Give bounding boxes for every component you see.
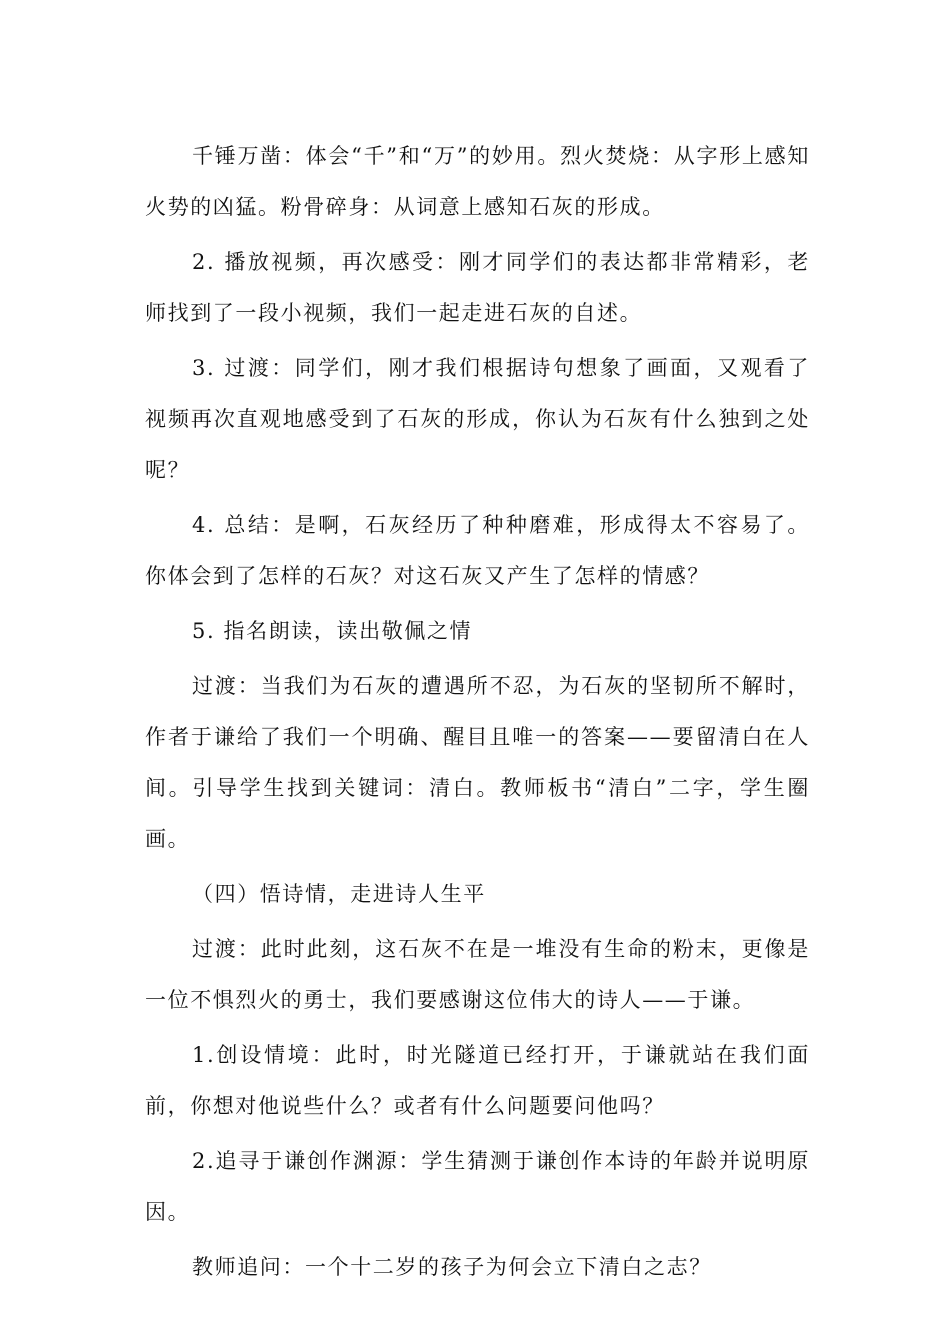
- paragraph-trace-origin: 2.追寻于谦创作渊源：学生猜测于谦创作本诗的年龄并说明原因。: [145, 1149, 810, 1224]
- paragraph-create-scene: 1.创设情境：此时，时光隧道已经打开，于谦就站在我们面前，你想对他说些什么？或者有什么问题要问他吗？: [145, 1043, 810, 1118]
- paragraph-summary: 4. 总结：是啊，石灰经历了种种磨难，形成得太不容易了。你体会到了怎样的石灰？对这石灰又产生了怎样的情感？: [145, 513, 810, 588]
- paragraph-read-aloud: 5. 指名朗读，读出敬佩之情: [192, 619, 473, 643]
- paragraph-transition-uniqueness: 3. 过渡：同学们，刚才我们根据诗句想象了画面，又观看了视频再次直观地感受到了石灰的形成，你认为石灰有什么独到之处呢？: [145, 356, 810, 482]
- paragraph-transition-answer: 过渡：当我们为石灰的遭遇所不忍，为石灰的坚韧所不解时，作者于谦给了我们一个明确、醒目且唯一的答案——要留清白在人间。引导学生找到关键词：清白。教师板书“清白”二字，学生圈画。: [145, 674, 810, 851]
- paragraph-play-video: 2. 播放视频，再次感受：刚才同学们的表达都非常精彩，老师找到了一段小视频，我们一起走进石灰的自述。: [145, 250, 810, 325]
- paragraph-thousand-hammers: 千锤万凿：体会“千”和“万”的妙用。烈火焚烧：从字形上感知火势的凶猛。粉骨碎身：从词意上感知石灰的形成。: [145, 144, 810, 219]
- section-heading-four: （四）悟诗情，走进诗人生平: [192, 882, 486, 906]
- paragraph-transition-poet: 过渡：此时此刻，这石灰不在是一堆没有生命的粉末，更像是一位不惧烈火的勇士，我们要感谢这位伟大的诗人——于谦。: [145, 937, 810, 1012]
- document-body: [145, 131, 810, 1297]
- paragraph-teacher-question: 教师追问：一个十二岁的孩子为何会立下清白之志？: [192, 1255, 712, 1279]
